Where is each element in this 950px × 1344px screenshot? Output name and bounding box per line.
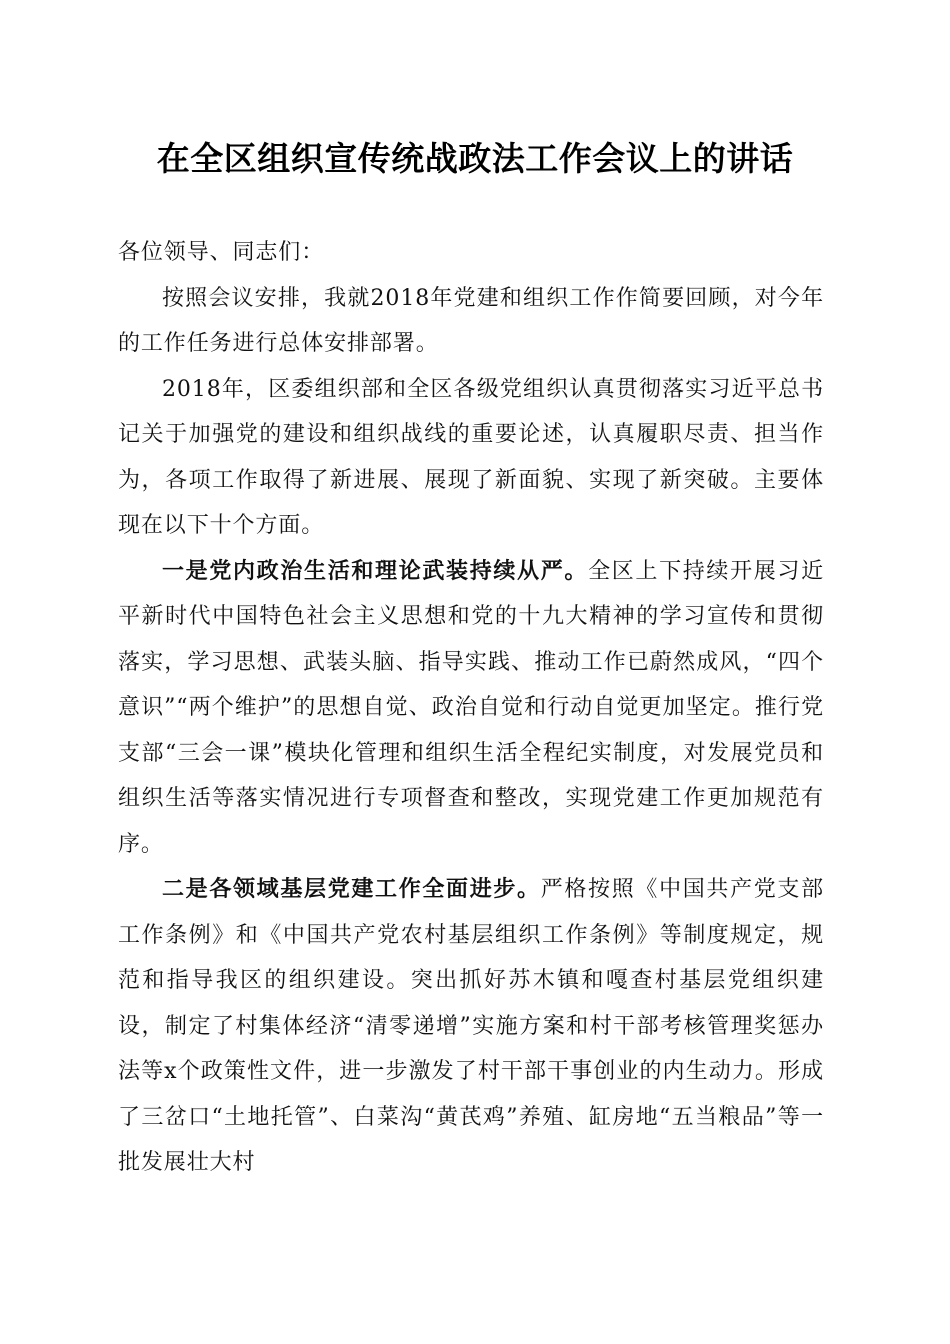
paragraph-lead: 二是各领域基层党建工作全面进步。 xyxy=(162,876,541,902)
paragraph-point-two xyxy=(118,867,824,1186)
paragraph-lead: 一是党内政治生活和理论武装持续从严。 xyxy=(162,557,589,584)
document-body xyxy=(118,230,824,1186)
document-title: 在全区组织宣传统战政法工作会议上的讲话 xyxy=(156,139,794,178)
paragraph-text: 全区上下持续开展习近平新时代中国特色社会主义思想和党的十九大精神的学习宣传和贯彻落实，学习思想、武装头脑、指导实践、推动工作已蔚然成风，“四个意识”“两个维护”的思想自觉、政治自觉和行动自觉更加坚定。推行党支部“三会一课”模块化管理和组织生活全程纪实制度，对发展党员和组织生活等落实情况进行专项督查和整改，实现党建工作更加规范有序。 xyxy=(118,558,824,857)
paragraph-intro xyxy=(118,276,824,367)
paragraph-text: 2018年，区委组织部和全区各级党组织认真贯彻落实习近平总书记关于加强党的建设和组织战线的重要论述，认真履职尽责、担当作为，各项工作取得了新进展、展现了新面貌、实现了新突破。主要体现在以下十个方面。 xyxy=(118,376,824,538)
salutation: 各位领导、同志们： xyxy=(118,240,325,265)
paragraph-text: 严格按照《中国共产党支部工作条例》和《中国共产党农村基层组织工作条例》等制度规定，规范和指导我区的组织建设。突出抓好苏木镇和嘎查村基层党组织建设，制定了村集体经济“清零递增”实施方案和村干部考核管理奖惩办法等x个政策性文件，进一步激发了村干部干事创业的内生动力。形成了三岔口“土地托管”、白菜沟“黄芪鸡”养殖、缸房地“五当粮品”等一批发展壮大村 xyxy=(118,877,824,1175)
paragraph-text: 按照会议安排，我就2018年党建和组织工作作简要回顾，对今年的工作任务进行总体安排部署。 xyxy=(118,285,824,356)
paragraph-summary xyxy=(118,367,824,549)
paragraph-point-one xyxy=(118,549,824,868)
